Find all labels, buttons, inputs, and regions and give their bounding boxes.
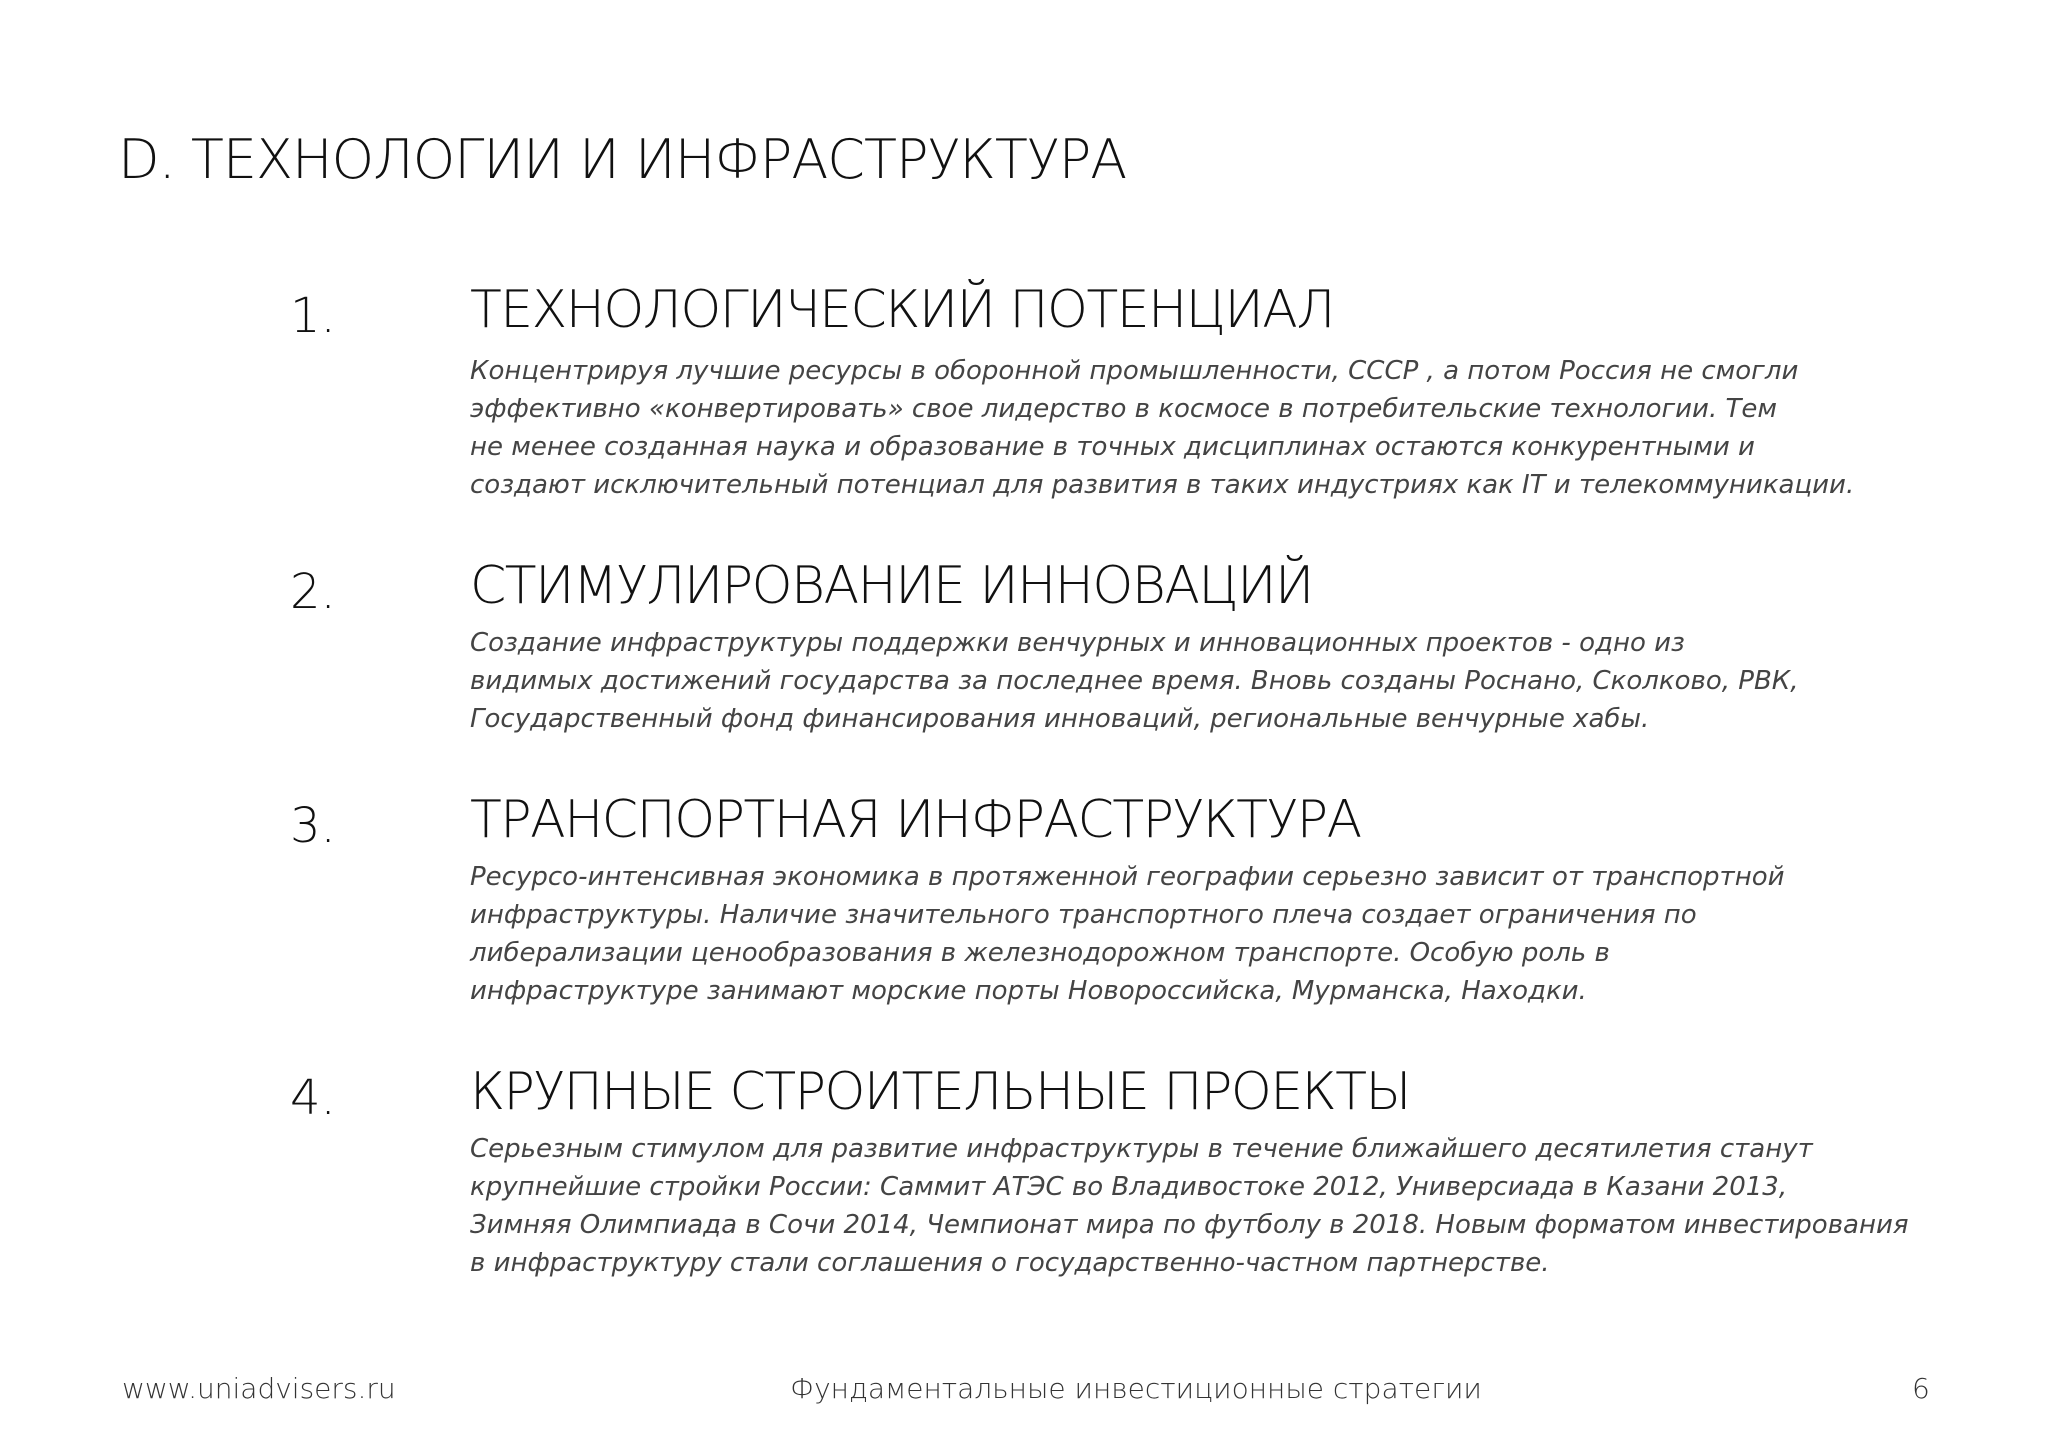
body-line: крупнейшие стройки России: Саммит АТЭС во Владивостоке 2012, Универсиада в Казани 2013, bbox=[470, 1172, 1788, 1202]
section-heading: СТИМУЛИРОВАНИЕ ИННОВАЦИЙ bbox=[470, 556, 1313, 616]
section-body bbox=[470, 858, 1890, 1010]
body-line: Серьезным стимулом для развитие инфраструктуры в течение ближайшего десятилетия станут bbox=[470, 1134, 1813, 1164]
body-line: не менее созданная наука и образование в точных дисциплинах остаются конкурентными и bbox=[470, 432, 1755, 462]
body-line: инфраструктуры. Наличие значительного транспортного плеча создает ограничения по bbox=[470, 900, 1697, 930]
footer-document-title: Фундаментальные инвестиционные стратегии bbox=[790, 1372, 1482, 1405]
body-line: в инфраструктуру стали соглашения о государственно-частном партнерстве. bbox=[470, 1248, 1550, 1278]
body-line: Зимняя Олимпиада в Сочи 2014, Чемпионат мира по футболу в 2018. Новым форматом инвестирования bbox=[470, 1210, 1909, 1240]
body-line: Ресурсо-интенсивная экономика в протяженной географии серьезно зависит от транспортной bbox=[470, 862, 1785, 892]
section-number: 2. bbox=[290, 564, 336, 620]
body-line: либерализации ценообразования в железнодорожном транспорте. Особую роль в bbox=[470, 938, 1610, 968]
section-body bbox=[470, 352, 1890, 504]
section-number: 4. bbox=[290, 1070, 336, 1126]
section-body bbox=[470, 1130, 1909, 1282]
footer-website: www.uniadvisers.ru bbox=[122, 1372, 396, 1405]
section-heading: ТРАНСПОРТНАЯ ИНФРАСТРУКТУРА bbox=[470, 790, 1361, 850]
section-number: 1. bbox=[290, 288, 336, 344]
body-line: инфраструктуре занимают морские порты Новороссийска, Мурманска, Находки. bbox=[470, 976, 1587, 1006]
section-heading: ТЕХНОЛОГИЧЕСКИЙ ПОТЕНЦИАЛ bbox=[470, 280, 1334, 340]
page-title: D. ТЕХНОЛОГИИ И ИНФРАСТРУКТУРА bbox=[118, 128, 1127, 191]
section-number: 3. bbox=[290, 798, 336, 854]
section-heading: КРУПНЫЕ СТРОИТЕЛЬНЫЕ ПРОЕКТЫ bbox=[470, 1062, 1410, 1122]
footer-page-number: 6 bbox=[1912, 1372, 1930, 1405]
body-line: эффективно «конвертировать» свое лидерство в космосе в потребительские технологии. Тем bbox=[470, 394, 1777, 424]
body-line: видимых достижений государства за последнее время. Вновь созданы Роснано, Сколково, РВК, bbox=[470, 666, 1799, 696]
section-body bbox=[470, 624, 1890, 738]
body-line: Создание инфраструктуры поддержки венчурных и инновационных проектов - одно из bbox=[470, 628, 1685, 658]
body-line: Государственный фонд финансирования инноваций, региональные венчурные хабы. bbox=[470, 704, 1650, 734]
body-line: создают исключительный потенциал для развития в таких индустриях как IT и телекоммуникации. bbox=[470, 470, 1855, 500]
body-line: Концентрируя лучшие ресурсы в оборонной промышленности, СССР , а потом Россия не смогли bbox=[470, 356, 1799, 386]
